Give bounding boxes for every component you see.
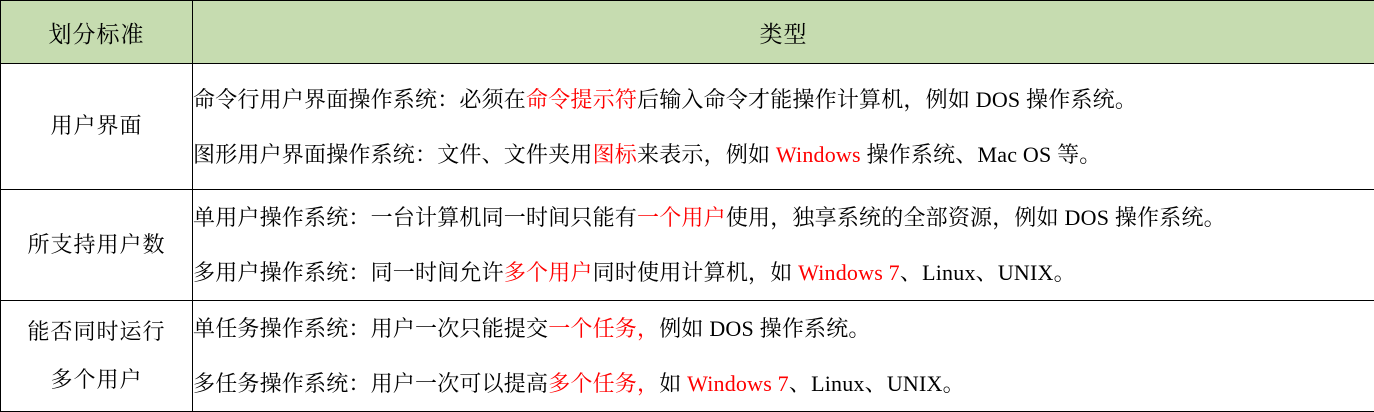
row-criteria-cell-2 [1, 301, 193, 412]
row-criteria-cell-1 [1, 190, 193, 301]
criteria-line: 能否同时运行 [1, 315, 192, 349]
table-row [1, 301, 1374, 412]
table-header [1, 1, 1374, 64]
plain-text: 使用，独享系统的全部资源，例如 DOS 操作系统。 [726, 205, 1226, 230]
highlighted-text: Windows 7 [798, 260, 900, 285]
plain-text: 多用户操作系统：同一时间允许 [193, 260, 504, 285]
row-type-cell-2 [193, 301, 1374, 412]
row-criteria-cell-0 [1, 64, 193, 190]
table-header-row [1, 1, 1374, 64]
plain-text: 后输入命令才能操作计算机，例如 DOS 操作系统。 [637, 87, 1137, 112]
type-entry [193, 312, 1374, 345]
row-type-cell-1 [193, 190, 1374, 301]
plain-text: 、Linux、UNIX。 [789, 371, 965, 396]
highlighted-text: 图标 [593, 142, 637, 167]
highlighted-text: 多个任务， [548, 371, 659, 396]
highlighted-text: Windows 7 [687, 371, 789, 396]
criteria-line: 多个用户 [1, 363, 192, 397]
highlighted-text: 命令提示符 [526, 87, 637, 112]
plain-text: 单任务操作系统：用户一次只能提交 [193, 316, 548, 341]
table-row [1, 64, 1374, 190]
plain-text: 如 [659, 371, 687, 396]
table-body [1, 64, 1374, 412]
type-entry [193, 138, 1374, 171]
criteria-line: 所支持用户数 [1, 228, 192, 262]
table-row [1, 190, 1374, 301]
plain-text: 同时使用计算机，如 [593, 260, 799, 285]
plain-text: 例如 DOS 操作系统。 [659, 316, 870, 341]
plain-text: 操作系统、Mac OS 等。 [861, 142, 1102, 167]
column-header-criteria: 划分标准 [1, 1, 193, 64]
plain-text: 单用户操作系统：一台计算机同一时间只能有 [193, 205, 637, 230]
plain-text: 、Linux、UNIX。 [900, 260, 1076, 285]
highlighted-text: Windows [776, 142, 861, 167]
highlighted-text: 多个用户 [504, 260, 593, 285]
row-type-cell-0 [193, 64, 1374, 190]
plain-text: 命令行用户界面操作系统：必须在 [193, 87, 526, 112]
criteria-line: 用户界面 [1, 109, 192, 143]
plain-text: 图形用户界面操作系统：文件、文件夹用 [193, 142, 593, 167]
type-entry [193, 367, 1374, 400]
plain-text: 多任务操作系统：用户一次可以提高 [193, 371, 548, 396]
plain-text: 来表示，例如 [637, 142, 776, 167]
type-entry [193, 83, 1374, 116]
column-header-type: 类型 [193, 1, 1374, 64]
highlighted-text: 一个用户 [637, 205, 726, 230]
highlighted-text: 一个任务， [548, 316, 659, 341]
type-entry [193, 256, 1374, 289]
type-entry [193, 201, 1374, 234]
